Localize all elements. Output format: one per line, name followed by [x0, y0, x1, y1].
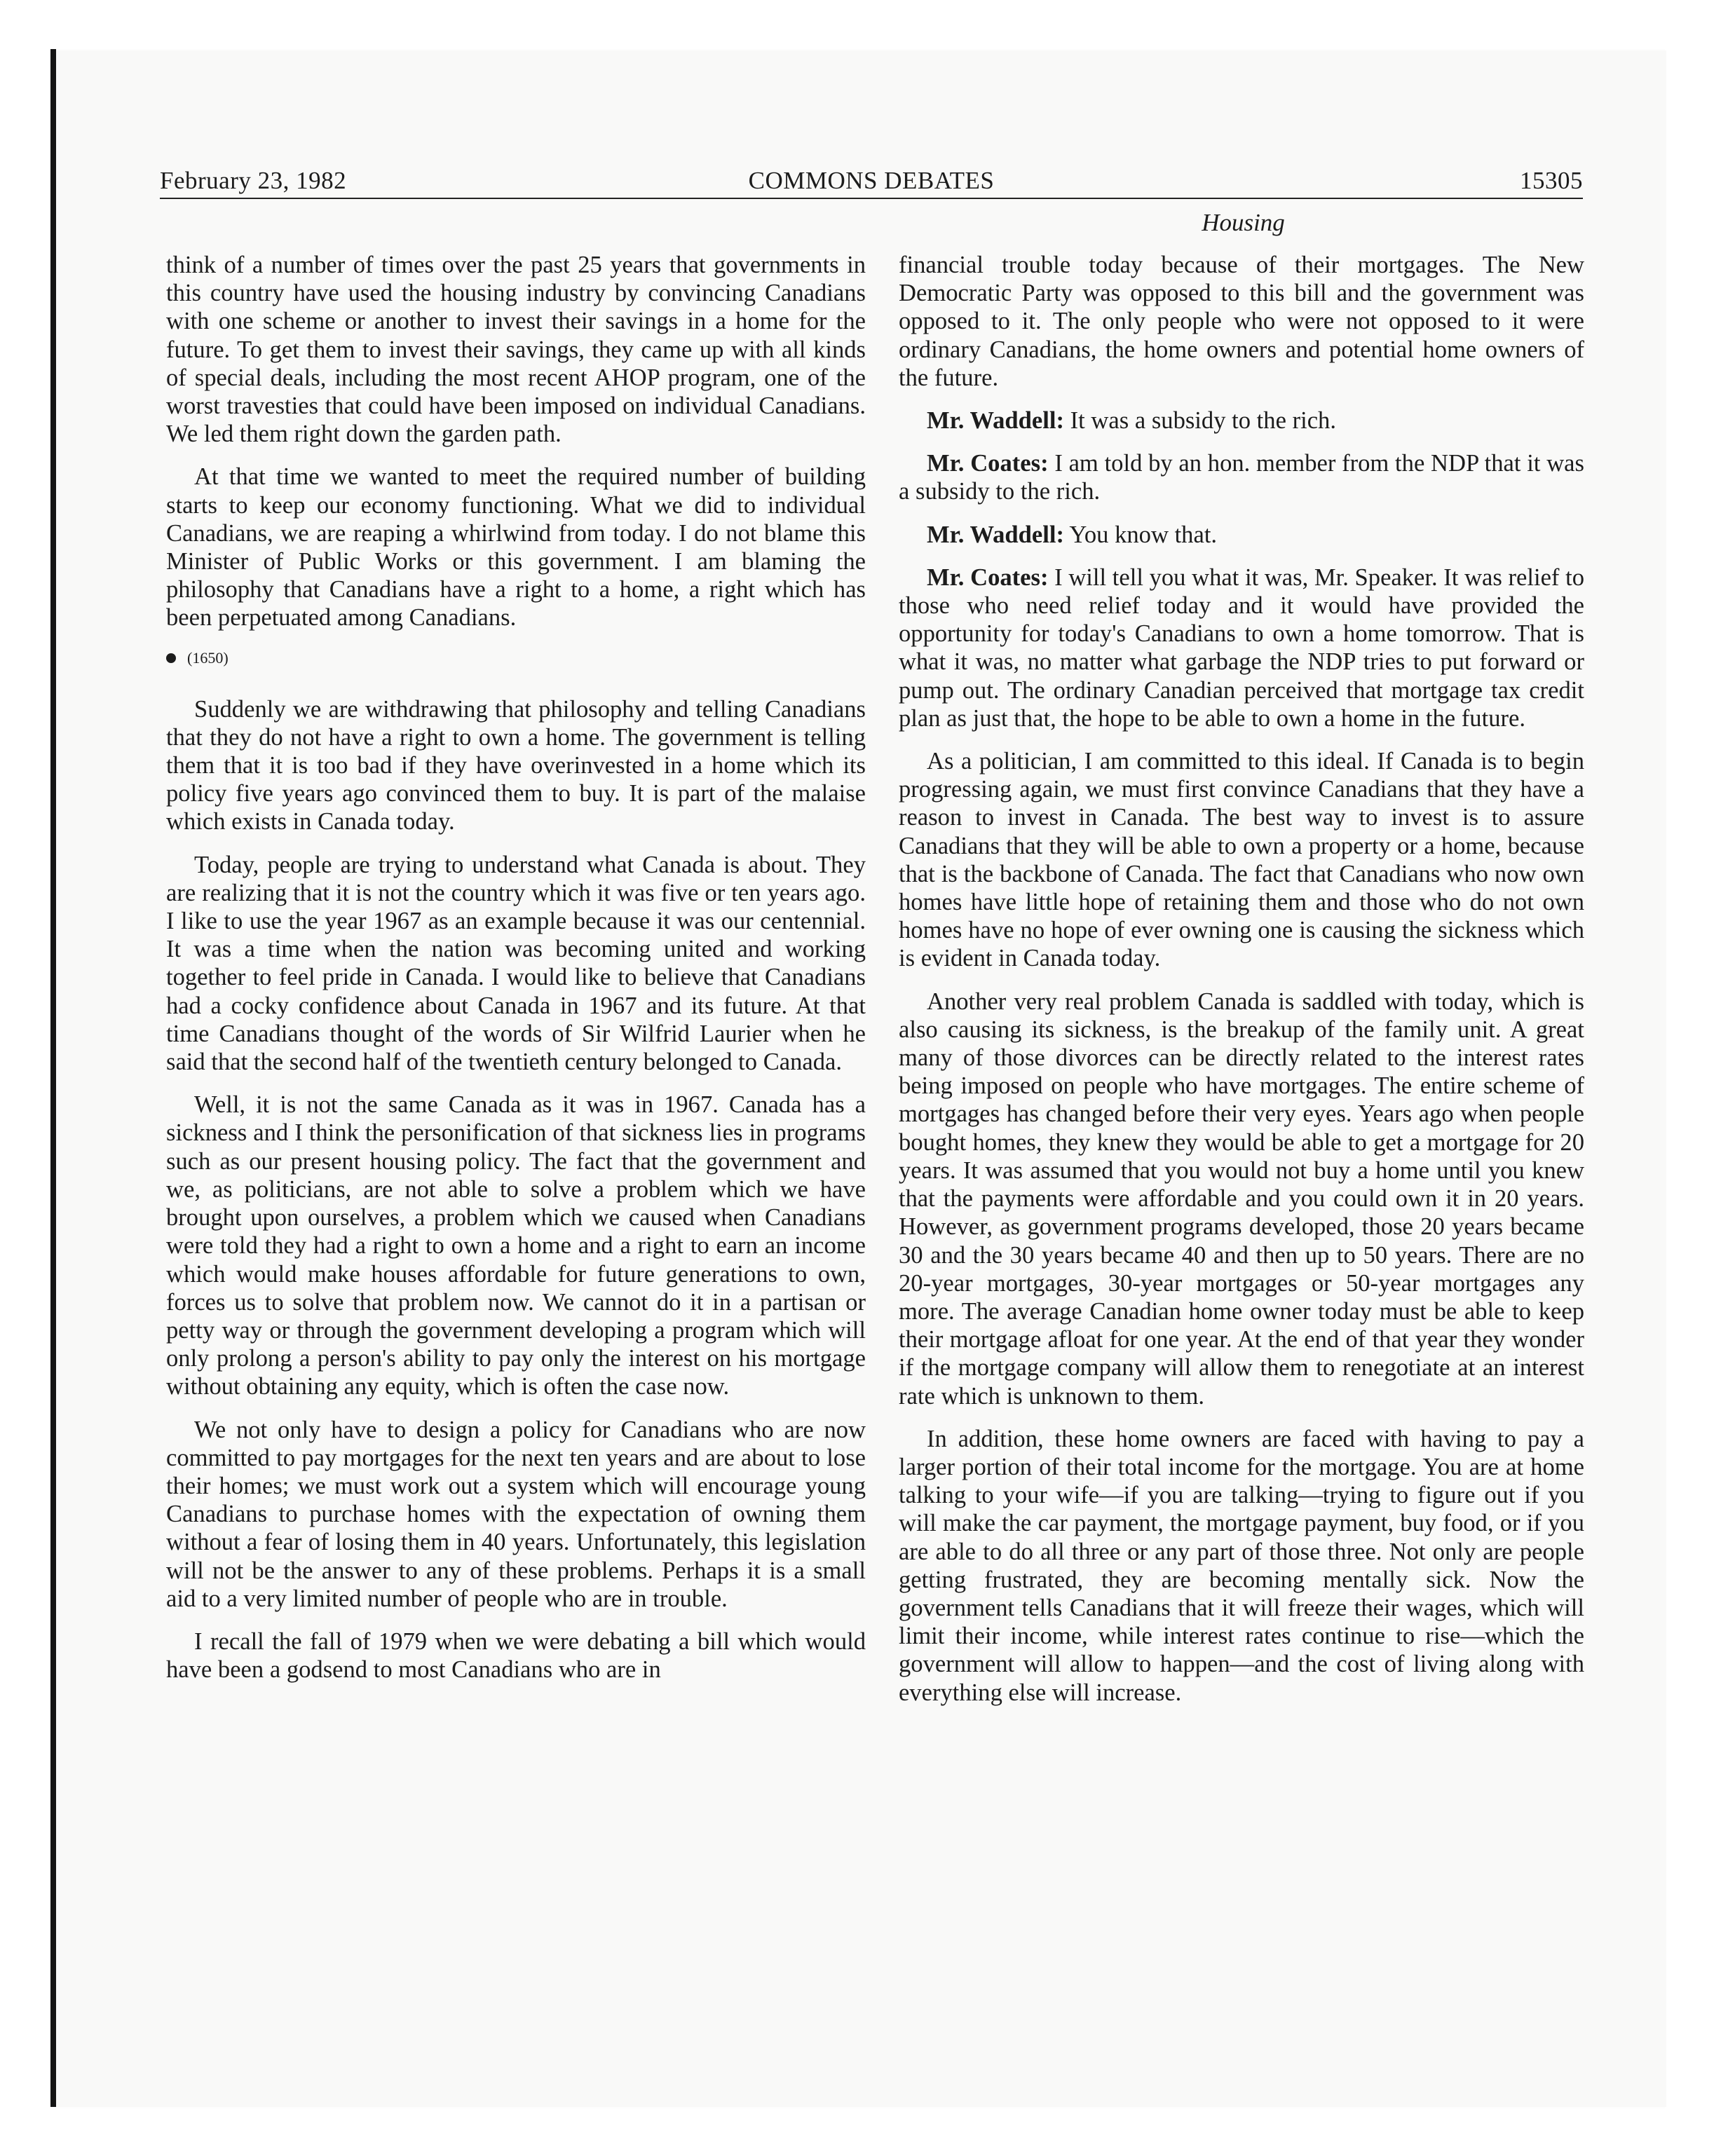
- section-heading: Housing: [1202, 209, 1285, 236]
- speaker-name: Mr. Waddell:: [927, 521, 1064, 548]
- scan-margin-left: [0, 0, 55, 2156]
- publication-title: COMMONS DEBATES: [748, 167, 995, 194]
- scan-margin-bottom: [0, 2108, 1735, 2156]
- bullet-icon: [166, 653, 176, 663]
- speech-text: I am told by an hon. member from the NDP that it was a subsidy to the rich.: [899, 450, 1584, 505]
- paragraph: Suddenly we are withdrawing that philosophy and telling Canadians that they do not have a right to own a home. The government is telling them that it is too bad if they have overinvested in a home which its policy five years ago convinced them to buy. It is part of the malaise which exists in Canada today.: [166, 695, 866, 835]
- speech-text: You know that.: [1069, 521, 1218, 548]
- paragraph: Today, people are trying to understand what Canada is about. They are realizing that it is not the country which it was five or ten years ago. I like to use the year 1967 as an example because it was our centennial. It was a time when the nation was becoming united and working together to feel pride in Canada. I would like to believe that Canadians had a cocky confidence about Canada in 1967 and its future. At that time Canadians thought of the words of Sir Wilfrid Laurier when he said that the second half of the twentieth century belonged to Canada.: [166, 851, 866, 1076]
- speech-text: It was a subsidy to the rich.: [1070, 407, 1336, 435]
- paragraph: In addition, these home owners are faced with having to pay a larger portion of their total income for the mortgage. You are at home talking to your wife—if you are talking—trying to figure out if you will make the car payment, the mortgage payment, buy food, or if you are able to do all three or any part of those three. Not only are people getting frustrated, they are becoming mentally sick. Now the government tells Canadians that it will freeze their wages, which will limit their income, while interest rates continue to rise—which the government will allow to happen—and the cost of living along with everything else will increase.: [899, 1425, 1584, 1706]
- time-marker-label: (1650): [187, 648, 229, 667]
- paragraph: Another very real problem Canada is saddled with today, which is also causing its sickness, is the breakup of the family unit. A great many of those divorces can be directly related to the interest rates being imposed on people who have mortgages. The entire scheme of mortgages has changed before their very eyes. Years ago when people bought homes, they knew they would be able to get a mortgage for 20 years. It was assumed that you would not buy a home until you knew that the payments were affordable and you could own it in 20 years. However, as government programs developed, those 20 years became 30 and the 30 years became 40 and then up to 50 years. There are no 20-year mortgages, 30-year mortgages or 50-year mortgages any more. The average Canadian home owner today must be able to keep their mortgage afloat for one year. At the end of that year they wonder if the mortgage company will allow them to renegotiate at an interest rate which is unknown to them.: [899, 988, 1584, 1410]
- speaker-name: Mr. Coates:: [927, 450, 1049, 477]
- scan-margin-top: [0, 0, 1735, 49]
- page-header: [160, 160, 1583, 199]
- speech-coates: [899, 449, 1584, 505]
- paragraph: At that time we wanted to meet the required number of building starts to keep our economy functioning. What we did to individual Canadians, we are reaping a whirlwind from today. I do not blame this Minister of Public Works or this government. I am blaming the philosophy that Canadians have a right to a home, a right which has been perpetuated among Canadians.: [166, 463, 866, 632]
- page-number: 15305: [1520, 167, 1583, 194]
- paragraph: We not only have to design a policy for Canadians who are now committed to pay mortgages for the next ten years and are about to lose their homes; we must work out a system which will encourage young Canadians to purchase homes with the expectation of owning them without a fear of losing them in 40 years. Unfortunately, this legislation will not be the answer to any of these problems. Perhaps it is a small aid to a very limited number of people who are in trouble.: [166, 1416, 866, 1612]
- scan-binding-shadow: [50, 49, 56, 2107]
- speaker-name: Mr. Waddell:: [927, 407, 1064, 435]
- scan-margin-right: [1665, 0, 1735, 2156]
- header-date: February 23, 1982: [160, 167, 347, 194]
- speech-text: I will tell you what it was, Mr. Speaker. It was relief to those who need relief today and it would have provided the opportunity for today's Canadians to own a home tomorrow. That is what it was, no matter what garbage the NDP tries to put forward or pump out. The ordinary Canadian perceived that mortgage tax credit plan as just that, the hope to be able to own a home in the future.: [899, 564, 1584, 732]
- paragraph: I recall the fall of 1979 when we were debating a bill which would have been a godsend to most Canadians who are in: [166, 1628, 866, 1684]
- paragraph: financial trouble today because of their mortgages. The New Democratic Party was opposed to this bill and the government was opposed to it. The only people who were not opposed to it were ordinary Canadians, the home owners and potential home owners of the future.: [899, 252, 1584, 391]
- speech-waddell: [899, 407, 1584, 435]
- paragraph: As a politician, I am committed to this ideal. If Canada is to begin progressing again, we must first convince Canadians that they have a reason to invest in Canada. The best way to invest is to assure Canadians that they will be able to own a property or a home, because that is the backbone of Canada. The fact that Canadians who now own homes have little hope of retaining them and those who do not own homes have no hope of ever owning one is causing the sickness which is evident in Canada today.: [899, 748, 1584, 972]
- paragraph: Well, it is not the same Canada as it was in 1967. Canada has a sickness and I think the personification of that sickness lies in programs such as our present housing policy. The fact that the government and we, as politicians, are not able to solve a problem which we have brought upon ourselves, a problem which we caused when Canadians were told they had a right to own a home and a right to earn an income which would make houses affordable for future generations to own, forces us to solve that problem now. We cannot do it in a partisan or petty way or through the government developing a program which will only prolong a person's ability to pay only the interest on his mortgage without obtaining any equity, which is often the case now.: [166, 1091, 866, 1400]
- speech-waddell: [899, 521, 1584, 549]
- time-marker: [166, 648, 866, 669]
- speech-coates: [899, 564, 1584, 732]
- left-column: [166, 251, 866, 1698]
- right-column: [899, 251, 1584, 1721]
- speaker-name: Mr. Coates:: [927, 564, 1049, 591]
- paragraph: think of a number of times over the past 25 years that governments in this country have used the housing industry by convincing Canadians with one scheme or another to invest their savings in a home for the future. To get them to invest their savings, they came up with all kinds of special deals, including the most recent AHOP program, one of the worst travesties that could have been imposed on individual Canadians. We led them right down the garden path.: [166, 252, 866, 448]
